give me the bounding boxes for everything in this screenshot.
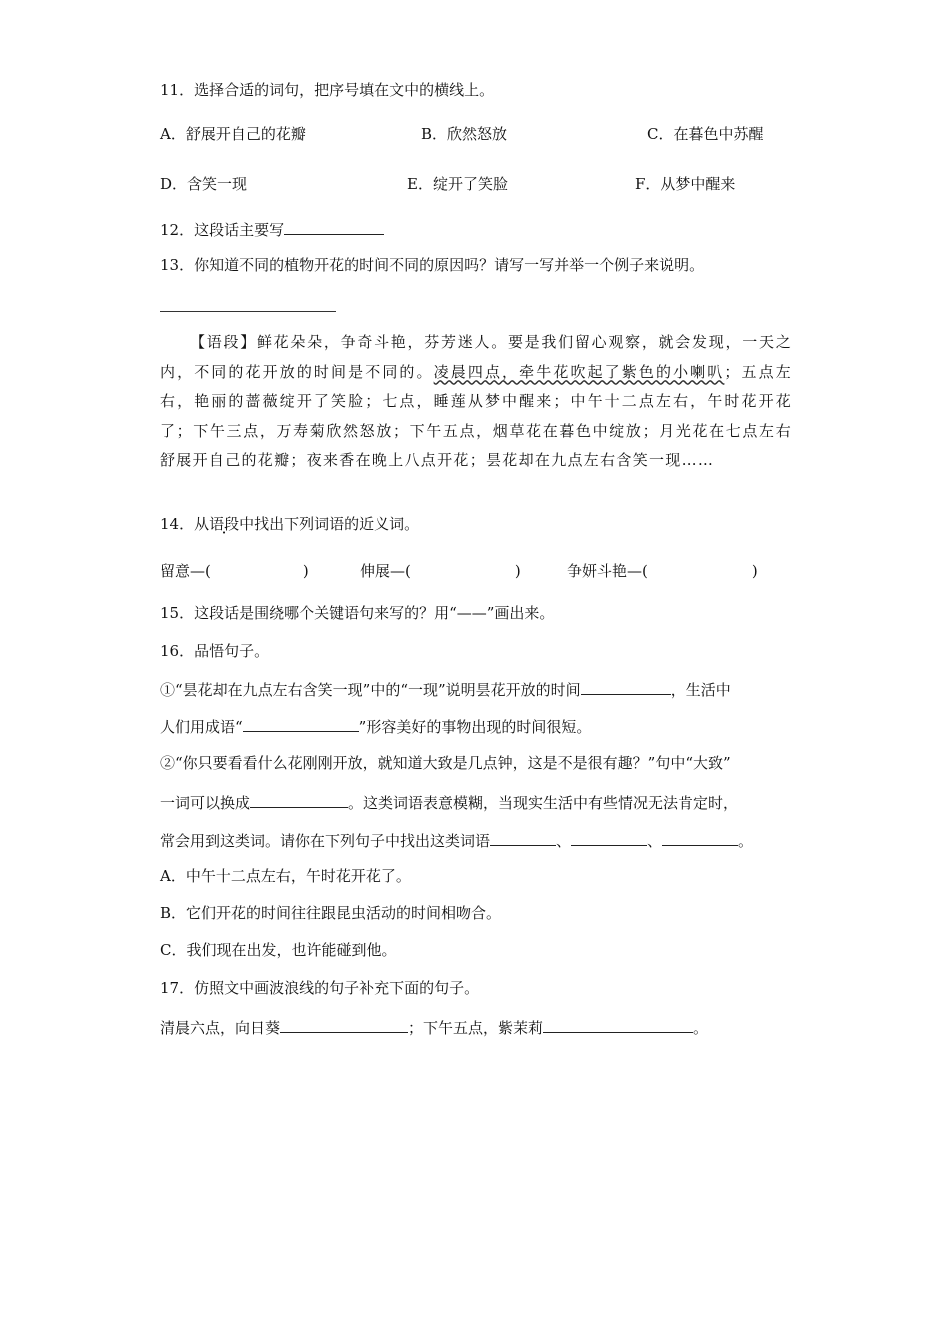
answer-blank[interactable]	[581, 678, 671, 695]
q15-prompt: 15．这段话是围绕哪个关键语句来写的？用“——”画出来。	[160, 604, 555, 622]
passage: 【语段】鲜花朵朵，争奇斗艳，芬芳迷人。要是我们留心观察，就会发现，一天之内，不同的花开放的时间是不同的。凌晨四点，牵牛花吹起了紫色的小喇叭；五点左右，艳丽的蔷薇绽开了笑脸；七点，睡莲从梦中醒来；中午十二点左右，午时花开花了；下午三点，万寿菊欣然怒放；下午五点，烟草花在暮色中绽放；月光花在七点左右舒展开自己的花瓣；夜来香在晚上八点开花；昙花却在九点左右含笑一现……	[160, 333, 792, 469]
wavy-sentence: 凌晨四点，牵牛花吹起了紫色的小喇叭	[433, 362, 725, 381]
q17-answer: 清晨六点，向日葵 ；下午五点，紫茉莉 。	[160, 1016, 708, 1038]
q17-prompt: 17．仿照文中画波浪线的句子补充下面的句子。	[160, 979, 480, 997]
option-c: C．在暮色中苏醒	[647, 125, 764, 143]
q16-choice-c: C．我们现在出发，也许能碰到他。	[160, 941, 397, 959]
q16-s2-line2: 一词可以换成 。这类词语表意模糊，当现实生活中有些情况无法肯定时，	[160, 791, 738, 813]
q16-prompt: 16．品悟句子。	[160, 642, 270, 660]
q16-s2-line1: ②“你只要看看什么花刚刚开放，就知道大致是几点钟，这是不是很有趣？”句中“大致”	[160, 754, 731, 772]
answer-blank[interactable]	[543, 1016, 693, 1033]
option-d: D．含笑一现	[160, 175, 248, 193]
answer-blank[interactable]	[250, 791, 348, 808]
q13-answer-line[interactable]	[160, 311, 336, 312]
q14-item-3: 争妍斗艳—( )	[567, 562, 758, 580]
q11-prompt: 11．选择合适的词句，把序号填在文中的横线上。	[160, 81, 495, 99]
answer-blank[interactable]	[284, 218, 384, 235]
answer-blank[interactable]	[662, 829, 738, 846]
q16-choice-b: B．它们开花的时间往往跟昆虫活动的时间相吻合。	[160, 904, 502, 922]
answer-blank[interactable]	[280, 1016, 408, 1033]
answer-blank[interactable]	[571, 829, 647, 846]
answer-blank[interactable]	[243, 715, 359, 732]
answer-blank[interactable]	[490, 829, 556, 846]
option-e: E．绽开了笑脸	[407, 175, 508, 193]
q13-prompt: 13．你知道不同的植物开花的时间不同的原因吗？请写一写并举一个例子来说明。	[160, 256, 705, 274]
q16-s1-line1: ①“昙花却在九点左右含笑一现”中的“一现”说明昙花开放的时间 ，生活中	[160, 678, 731, 700]
q14-item-1: 留意—( )	[160, 562, 309, 580]
q16-s1-line2: 人们用成语“ ”形容美好的事物出现的时间很短。	[160, 715, 591, 737]
q14-prompt: 14．从语段中找出下列词语的近义词。	[160, 515, 420, 533]
option-a: A．舒展开自己的花瓣	[160, 125, 306, 143]
q12: 12．这段话主要写	[160, 218, 384, 240]
q16-s2-line3: 常会用到这类词。请你在下列句子中找出这类词语 、 、 。	[160, 829, 753, 851]
option-f: F．从梦中醒来	[635, 175, 736, 193]
q14-item-2: 伸展—( )	[360, 562, 521, 580]
q16-choice-a: A．中午十二点左右，午时花开花了。	[160, 867, 411, 885]
option-b: B．欣然怒放	[421, 125, 508, 143]
